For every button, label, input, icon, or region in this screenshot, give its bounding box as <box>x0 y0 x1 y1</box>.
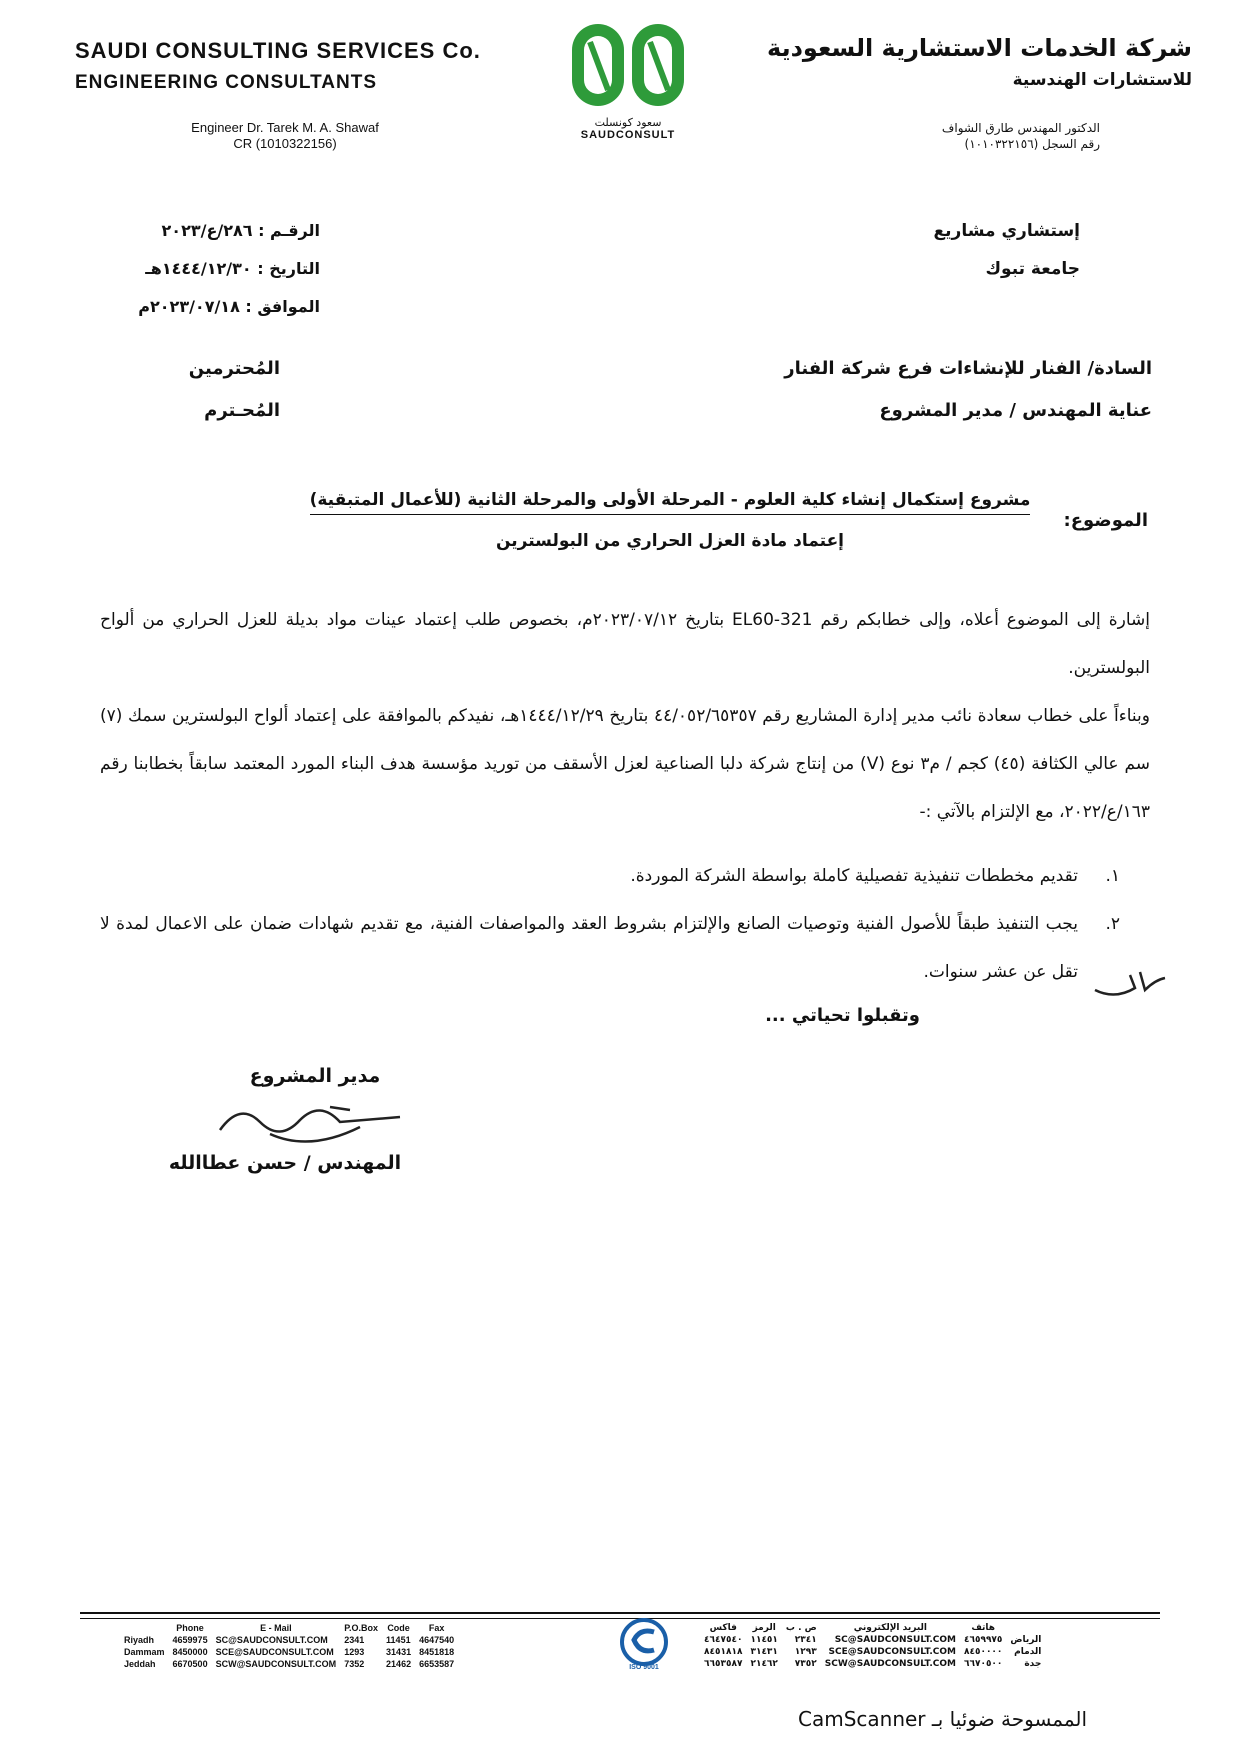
cr-number-en: CR (1010322156) <box>233 136 337 151</box>
footer-cell: 8451818 <box>419 1647 455 1657</box>
sender-title: إستشاري مشاريع <box>933 221 1080 241</box>
owner-name-en: Engineer Dr. Tarek M. A. Shawaf <box>191 120 379 135</box>
sender-block <box>934 212 1080 288</box>
footer-divider <box>80 1612 1160 1614</box>
table-row <box>120 1658 458 1670</box>
footer-cell: ٢١٤٦٢ <box>750 1659 778 1669</box>
footer-cell: SC@SAUDCONSULT.COM <box>215 1635 328 1645</box>
subject-line1: مشروع إستكمال إنشاء كلية العلوم - المرحلة الأولى والمرحلة الثانية (للأعمال المتبقية) <box>310 490 1031 515</box>
iso-label: ISO 9001 <box>629 1664 659 1671</box>
table-row <box>120 1634 458 1646</box>
footer-cell: ١١٤٥١ <box>750 1635 778 1645</box>
footer-cell: ٦٦٧٠٥٠٠ <box>963 1659 1003 1669</box>
footer-contacts-ar <box>700 1622 1045 1670</box>
footer-header-fax: Fax <box>428 1623 445 1633</box>
reference-date-gregorian: الموافق : ٢٠٢٣/٠٧/١٨م <box>138 297 320 316</box>
footer-cell: ٣١٤٣١ <box>750 1647 778 1657</box>
reference-block <box>90 212 320 326</box>
addressee-company: السادة/ الفنار للإنشاءات فرع شركة الفنار <box>784 358 1152 379</box>
subject-label: الموضوع: <box>1063 510 1148 531</box>
company-name-en <box>75 38 481 94</box>
footer-cell: ٦٦٥٣٥٨٧ <box>704 1659 743 1669</box>
company-name-ar <box>767 34 1192 90</box>
addressee-attention: عناية المهندس / مدير المشروع <box>879 400 1152 421</box>
footer-cell: جدة <box>1024 1659 1042 1669</box>
signatory-name: المهندس / حسن عطاالله <box>168 1152 402 1174</box>
list-item-text: تقديم مخططات تنفيذية تفصيلية كاملة بواسطة الشركة الموردة. <box>630 866 1078 886</box>
logo-emblem-icon <box>568 20 688 110</box>
footer-cell: 4647540 <box>419 1635 455 1645</box>
footer-cell: 4659975 <box>172 1635 208 1645</box>
footer-cell: 31431 <box>386 1647 412 1657</box>
footer-cell: SCE@SAUDCONSULT.COM <box>828 1647 956 1657</box>
signatory-title: مدير المشروع <box>249 1065 381 1087</box>
list-item-text: يجب التنفيذ طبقاً للأصول الفنية وتوصيات الصانع والإلتزام بشروط العقد والمواصفات الفنية، مع تقديم شهادات ضمان على الاعمال لمدة لا تقل عن عشر سنوات. <box>100 914 1078 982</box>
footer-header-pobox: P.O.Box <box>344 1623 379 1633</box>
list-item <box>100 900 1120 996</box>
footer-cell: SCW@SAUDCONSULT.COM <box>215 1659 337 1669</box>
footer-header-fax-ar: فاكس <box>709 1623 737 1633</box>
footer-cell: 6653587 <box>419 1659 455 1669</box>
company-name-ar-line1: شركة الخدمات الاستشارية السعودية <box>767 34 1192 62</box>
footer-cell: ٨٤٥٠٠٠٠ <box>963 1647 1003 1657</box>
list-item-number: ١. <box>1105 866 1120 886</box>
table-row <box>700 1658 1045 1670</box>
owner-en-block <box>140 120 430 152</box>
body-paragraph-2: وبناءاً على خطاب سعادة نائب مدير إدارة المشاريع رقم ٤٤/٠٥٢/٦٥٣٥٧ بتاريخ ١٤٤٤/١٢/٢٩هـ، نفيدكم بالموافقة على إعتماد ألواح البولسترين سمك (٧) سم عالي الكثافة (٤٥) كجم / م٣ نوع (V) من إنتاج شركة دلبا الصناعية لعزل الأسقف من توريد مؤسسة هدف البناء المورد المعتمد سابقاً بخطابنا رقم ١٦٣/ع/٢٠٢٢، مع الإلتزام بالآتي :- <box>100 706 1151 822</box>
iso-badge <box>612 1618 676 1671</box>
camscanner-watermark: الممسوحة ضوئيا بـ CamScanner <box>798 1707 1088 1731</box>
table-row <box>120 1646 458 1658</box>
footer-cell: 2341 <box>344 1635 365 1645</box>
body-paragraph-1: إشارة إلى الموضوع أعلاه، وإلى خطابكم رقم EL60-321 بتاريخ ٢٠٢٣/٠٧/١٢م، بخصوص طلب إعتماد عينات مواد بديلة للعزل الحراري من ألواح البولسترين. <box>100 610 1150 678</box>
footer-header-code-ar: الرمز <box>752 1623 776 1633</box>
closing-line: وتقبلوا تحياتي ... <box>765 1005 920 1026</box>
footer-cell: ٤٦٤٧٥٤٠ <box>704 1635 743 1645</box>
footer-cell: Jeddah <box>124 1659 156 1669</box>
footer-cell: ٢٣٤١ <box>794 1635 817 1645</box>
logo-text-en: SAUDCONSULT <box>580 129 676 141</box>
footer-header-phone: Phone <box>176 1623 204 1633</box>
footer-cell: 21462 <box>386 1659 412 1669</box>
footer-cell: Riyadh <box>124 1635 155 1645</box>
addressee-block <box>784 348 1152 432</box>
subject-line2: إعتماد مادة العزل الحراري من البولسترين <box>495 531 845 551</box>
cr-number-ar: رقم السجل (١٠١٠٣٢٢١٥٦) <box>964 137 1100 151</box>
table-row <box>700 1634 1045 1646</box>
greeting-singular: المُحـترم <box>204 400 280 421</box>
footer-cell: 8450000 <box>172 1647 208 1657</box>
footer-contacts-en <box>120 1622 458 1670</box>
company-name-en-line2: ENGINEERING CONSULTANTS <box>75 72 378 93</box>
footer-cell: SCE@SAUDCONSULT.COM <box>215 1647 334 1657</box>
footer-cell: 1293 <box>344 1647 365 1657</box>
logo-text-ar: سعود كونسلت <box>594 116 662 129</box>
footer-cell: SC@SAUDCONSULT.COM <box>834 1635 956 1645</box>
footer-cell: ١٢٩٣ <box>794 1647 817 1657</box>
footer-cell: ٨٤٥١٨١٨ <box>704 1647 743 1657</box>
footer-cell: 7352 <box>344 1659 365 1669</box>
owner-name-ar: الدكتور المهندس طارق الشواف <box>941 121 1100 135</box>
footer-cell: الدمام <box>1014 1647 1042 1657</box>
footer-header-phone-ar: هاتف <box>971 1623 996 1633</box>
greeting-plural: المُحترمين <box>188 358 280 379</box>
initials-mark-icon <box>1090 960 1170 1005</box>
reference-number: الرقـم : ٢٨٦/ع/٢٠٢٣ <box>161 221 320 240</box>
footer-cell: ٤٦٥٩٩٧٥ <box>963 1635 1003 1645</box>
footer-cell: Dammam <box>124 1647 165 1657</box>
saudconsult-logo <box>558 20 698 141</box>
conditions-list <box>100 852 1120 996</box>
iso-certification-icon <box>614 1618 674 1670</box>
company-name-ar-line2: للاستشارات الهندسية <box>1012 70 1192 90</box>
footer-header-city <box>120 1622 169 1634</box>
footer-header-email: E - Mail <box>260 1623 292 1633</box>
greeting-block <box>100 348 280 432</box>
footer-header-city-ar <box>1006 1622 1045 1634</box>
footer-header-email-ar: البريد الإلكتروني <box>853 1623 927 1633</box>
footer-cell: 6670500 <box>172 1659 208 1669</box>
subject-block <box>300 490 1040 551</box>
footer-cell: SCW@SAUDCONSULT.COM <box>824 1659 956 1669</box>
reference-date-hijri: التاريخ : ١٤٤٤/١٢/٣٠هـ <box>145 259 320 278</box>
footer-header-code: Code <box>387 1623 410 1633</box>
sender-university: جامعة تبوك <box>985 259 1080 279</box>
table-row <box>700 1646 1045 1658</box>
list-item <box>100 852 1120 900</box>
footer-cell: الرياض <box>1010 1635 1042 1645</box>
footer-cell: ٧٣٥٢ <box>794 1659 817 1669</box>
letter-body <box>100 596 1150 836</box>
owner-ar-block <box>942 120 1100 152</box>
list-item-number: ٢. <box>1105 914 1120 934</box>
footer-cell: 11451 <box>386 1635 411 1645</box>
footer-header-pobox-ar: ص . ب <box>785 1623 817 1633</box>
company-name-en-line1: SAUDI CONSULTING SERVICES Co. <box>75 38 481 63</box>
